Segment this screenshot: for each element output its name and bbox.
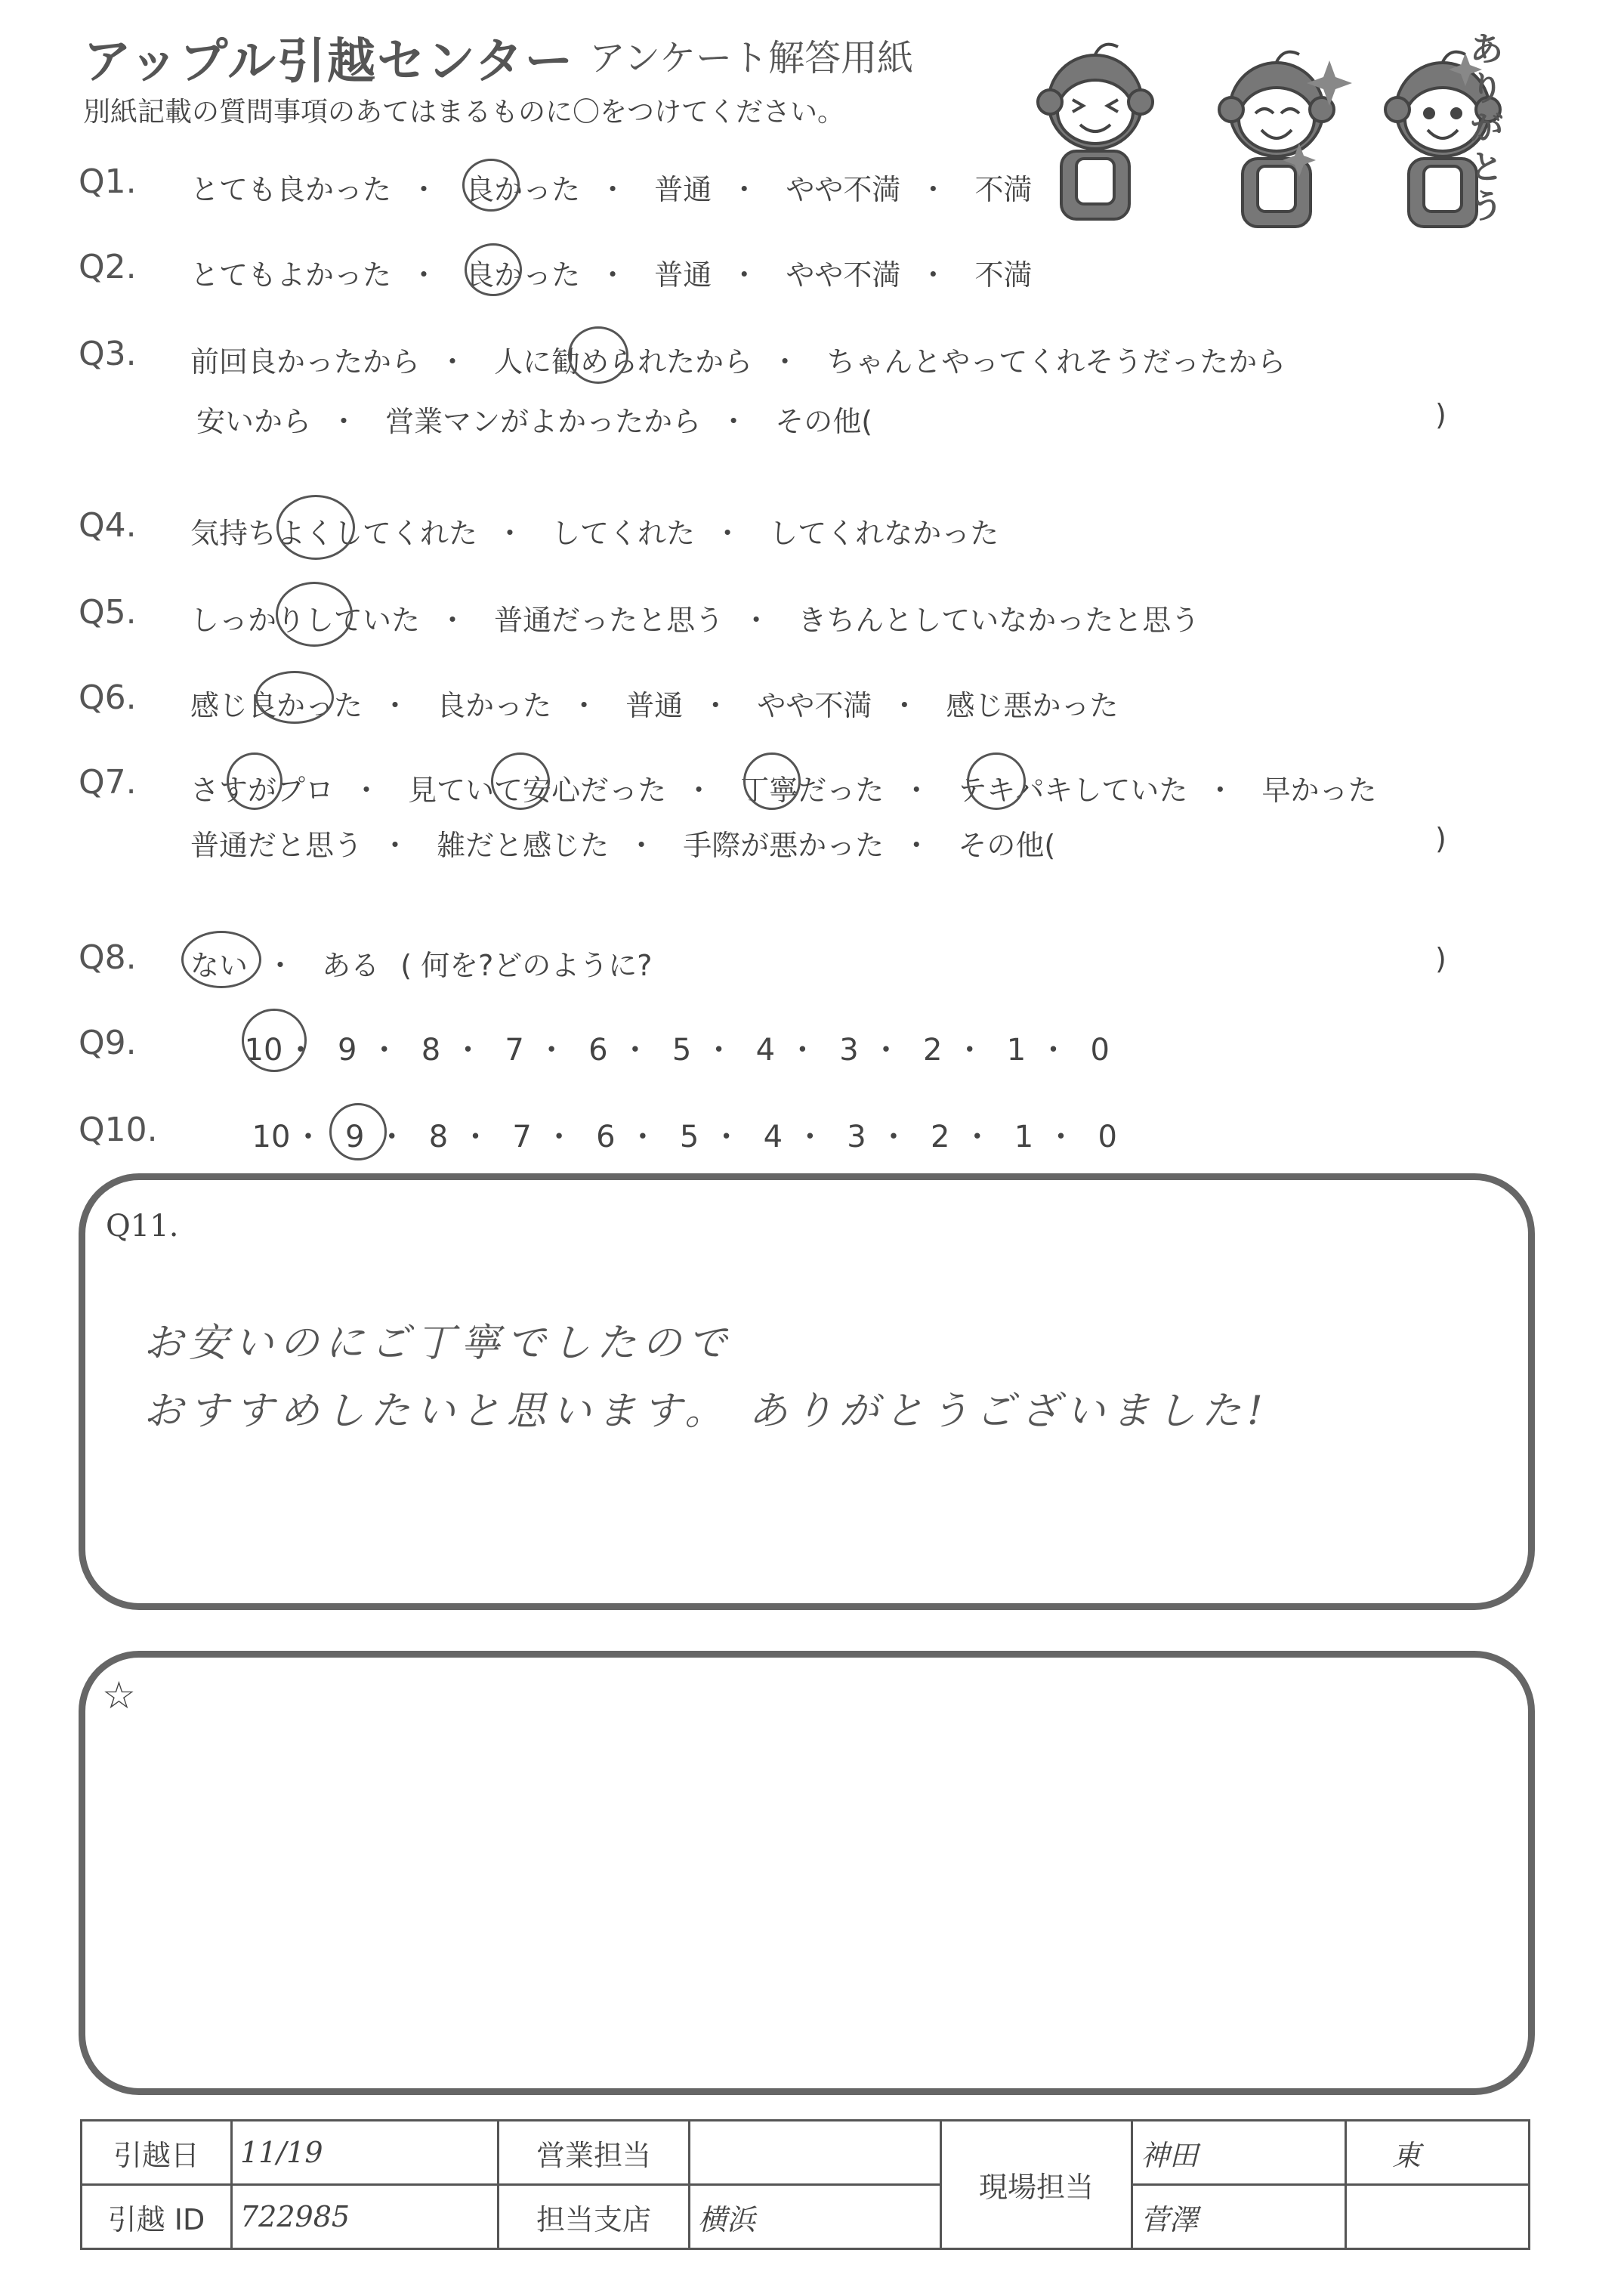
q7-option-selected[interactable]: 見ていて安心だった — [408, 774, 667, 807]
q9-scale-7[interactable]: 7 — [505, 1033, 524, 1068]
q7-option[interactable]: 雑だと感じた — [437, 829, 610, 862]
q11-comment-line2: おすすめしたいと思います。 ありがとうございました! — [144, 1389, 1269, 1434]
q5-options: しっかりしていた ・ 普通だったと思う ・ きちんとしていなかったと思う — [190, 604, 1200, 637]
q2-option[interactable]: 普通 — [654, 258, 712, 292]
q7-option[interactable]: 普通だと思う — [190, 829, 363, 862]
q5-option[interactable]: 普通だったと思う — [494, 604, 724, 637]
q4-option-selected[interactable]: 気持ちよくしてくれた — [190, 517, 478, 550]
q9-scale-3[interactable]: 3 — [839, 1033, 859, 1068]
q10-scale-4[interactable]: 4 — [763, 1120, 783, 1154]
site-staff-3[interactable]: 菅澤 — [1132, 2185, 1346, 2249]
q4-option[interactable]: してくれなかった — [769, 517, 999, 550]
q2-label: Q2. — [79, 248, 137, 286]
star-icon: ☆ — [102, 1673, 136, 1717]
q3-option[interactable]: ちゃんとやってくれそうだったから — [826, 345, 1286, 379]
q1-label: Q1. — [79, 162, 137, 201]
q7-option-selected[interactable]: テキパキしていた — [958, 774, 1188, 807]
q3-option[interactable]: 営業マンがよかったから — [385, 405, 702, 438]
q10-scale-10[interactable]: 10 — [252, 1120, 291, 1154]
q9-label: Q9. — [79, 1024, 137, 1062]
q3-label: Q3. — [79, 335, 137, 373]
q10-scale-6[interactable]: 6 — [596, 1120, 616, 1154]
q10-scale-9[interactable]: 9 — [344, 1120, 365, 1154]
q8-option-selected[interactable]: ない — [190, 949, 249, 982]
q7-option[interactable]: 早かった — [1261, 774, 1377, 807]
q9-scale-6[interactable]: 6 — [588, 1033, 608, 1068]
q7-options-line2: 普通だと思う ・ 雑だと感じた ・ 手際が悪かった ・ その他( — [190, 829, 1056, 862]
q1-option[interactable]: とても良かった — [190, 173, 392, 206]
q7-options-line1: さすがプロ ・ 見ていて安心だった ・ 丁寧だった ・ テキパキしていた ・ 早かった — [190, 774, 1377, 807]
arigatou-text: ありがとう — [1470, 30, 1503, 226]
q10-label: Q10. — [79, 1111, 158, 1149]
q5-option-selected[interactable]: しっかりしていた — [190, 604, 421, 637]
site-staff-2[interactable]: 東 — [1346, 2121, 1530, 2185]
q1-option-selected[interactable]: 良かった — [465, 173, 581, 206]
move-id-value[interactable]: 722985 — [232, 2185, 499, 2249]
q8-option[interactable]: ある — [322, 949, 380, 982]
q9-scale-5[interactable]: 5 — [672, 1033, 692, 1068]
q1-options: とても良かった ・ 良かった ・ 普通 ・ やや不満 ・ 不満 — [190, 173, 1033, 206]
q9-scale-9[interactable]: 9 — [337, 1033, 357, 1068]
q10-scale-2[interactable]: 2 — [931, 1120, 950, 1154]
move-id-label: 引越 ID — [82, 2185, 232, 2249]
site-staff-label: 現場担当 — [941, 2121, 1132, 2249]
q1-option[interactable]: 普通 — [654, 173, 712, 206]
q2-option-selected[interactable]: 良かった — [465, 258, 581, 292]
q10-scale-0[interactable]: 0 — [1098, 1120, 1117, 1154]
q2-option[interactable]: とてもよかった — [190, 258, 392, 292]
q8-options: ない ・ ある ( 何を?どのように? — [190, 949, 653, 982]
q11-comment-line1: お安いのにご丁寧でしたので — [144, 1321, 733, 1366]
sales-value[interactable] — [690, 2121, 941, 2185]
q4-label: Q4. — [79, 506, 137, 545]
form-title: アップル引越センター — [83, 34, 575, 90]
q3-close-paren: ) — [1435, 398, 1446, 431]
q6-option[interactable]: 良かった — [437, 689, 552, 722]
q6-options: 感じ良かった ・ 良かった ・ 普通 ・ やや不満 ・ 感じ悪かった — [190, 689, 1119, 722]
q4-options: 気持ちよくしてくれた ・ してくれた ・ してくれなかった — [190, 517, 999, 550]
q3-option[interactable]: 前回良かったから — [190, 345, 421, 379]
star-comment-box[interactable] — [79, 1651, 1535, 2095]
q10-scale-5[interactable]: 5 — [679, 1120, 699, 1154]
q10-scale: 10・ 9 ・ 8 ・ 7 ・ 6 ・ 5 ・ 4 ・ 3 ・ 2 ・ 1 ・ 0 — [249, 1113, 1129, 1156]
q6-option[interactable]: 感じ悪かった — [946, 689, 1119, 722]
q9-scale-4[interactable]: 4 — [755, 1033, 776, 1068]
q9-scale-8[interactable]: 8 — [421, 1033, 441, 1068]
q10-scale-7[interactable]: 7 — [512, 1120, 532, 1154]
q5-option[interactable]: きちんとしていなかったと思う — [798, 604, 1200, 637]
q6-label: Q6. — [79, 678, 137, 717]
q2-options: とてもよかった ・ 良かった ・ 普通 ・ やや不満 ・ 不満 — [190, 258, 1033, 292]
q7-option-selected[interactable]: さすがプロ — [190, 774, 335, 807]
q2-option[interactable]: やや不満 — [786, 258, 901, 292]
monkey-wink-icon — [1038, 45, 1153, 219]
q3-option-other[interactable]: その他( — [775, 405, 873, 438]
q10-scale-8[interactable]: 8 — [428, 1120, 449, 1154]
form-subtitle: アンケート解答用紙 — [589, 37, 914, 79]
q6-option-selected[interactable]: 感じ良かった — [190, 689, 363, 722]
move-date-value[interactable]: 11/19 — [232, 2121, 499, 2185]
monkey-happy-icon — [1219, 52, 1334, 227]
sales-label: 営業担当 — [499, 2121, 690, 2185]
q9-scale: 10・ 9 ・ 8 ・ 7 ・ 6 ・ 5 ・ 4 ・ 3 ・ 2 ・ 1 ・ 0 — [242, 1026, 1122, 1069]
q3-option-selected[interactable]: 人に勧められたから — [494, 345, 753, 379]
q7-option-selected[interactable]: 丁寧だった — [740, 774, 885, 807]
q7-close-paren: ) — [1435, 822, 1446, 855]
q10-scale-3[interactable]: 3 — [847, 1120, 866, 1154]
q4-option[interactable]: してくれた — [551, 517, 696, 550]
q3-option[interactable]: 安いから — [196, 405, 312, 438]
branch-value[interactable]: 横浜 — [690, 2185, 941, 2249]
q6-option[interactable]: やや不満 — [757, 689, 872, 722]
q2-option[interactable]: 不満 — [974, 258, 1033, 292]
q7-option[interactable]: 手際が悪かった — [683, 829, 885, 862]
branch-label: 担当支店 — [499, 2185, 690, 2249]
q6-option[interactable]: 普通 — [625, 689, 684, 722]
q10-scale-1[interactable]: 1 — [1014, 1120, 1034, 1154]
q9-scale-2[interactable]: 2 — [923, 1033, 943, 1068]
q9-scale-0[interactable]: 0 — [1090, 1033, 1110, 1068]
instruction-text: 別紙記載の質問事項のあてはまるものに〇をつけてください。 — [83, 97, 845, 128]
q3-options-line2: 安いから ・ 営業マンがよかったから ・ その他( — [196, 405, 873, 438]
footer-info-table — [80, 2119, 1530, 2250]
q8-close-paren: ) — [1435, 942, 1446, 975]
q8-detail-prompt[interactable]: ( 何を?どのように? — [400, 949, 653, 982]
move-date-label: 引越日 — [82, 2121, 232, 2185]
q11-label: Q11. — [106, 1209, 179, 1244]
q7-option-other[interactable]: その他( — [958, 829, 1056, 862]
q1-option[interactable]: やや不満 — [786, 173, 901, 206]
q8-label: Q8. — [79, 938, 137, 977]
site-staff-1[interactable]: 神田 — [1132, 2121, 1346, 2185]
q1-option[interactable]: 不満 — [974, 173, 1033, 206]
q7-label: Q7. — [79, 763, 137, 802]
q9-scale-10[interactable]: 10 — [244, 1033, 283, 1068]
q5-label: Q5. — [79, 593, 137, 632]
q9-scale-1[interactable]: 1 — [1006, 1033, 1027, 1068]
q3-options-line1: 前回良かったから ・ 人に勧められたから ・ ちゃんとやってくれそうだったから — [190, 345, 1286, 379]
site-staff-4[interactable] — [1346, 2185, 1530, 2249]
